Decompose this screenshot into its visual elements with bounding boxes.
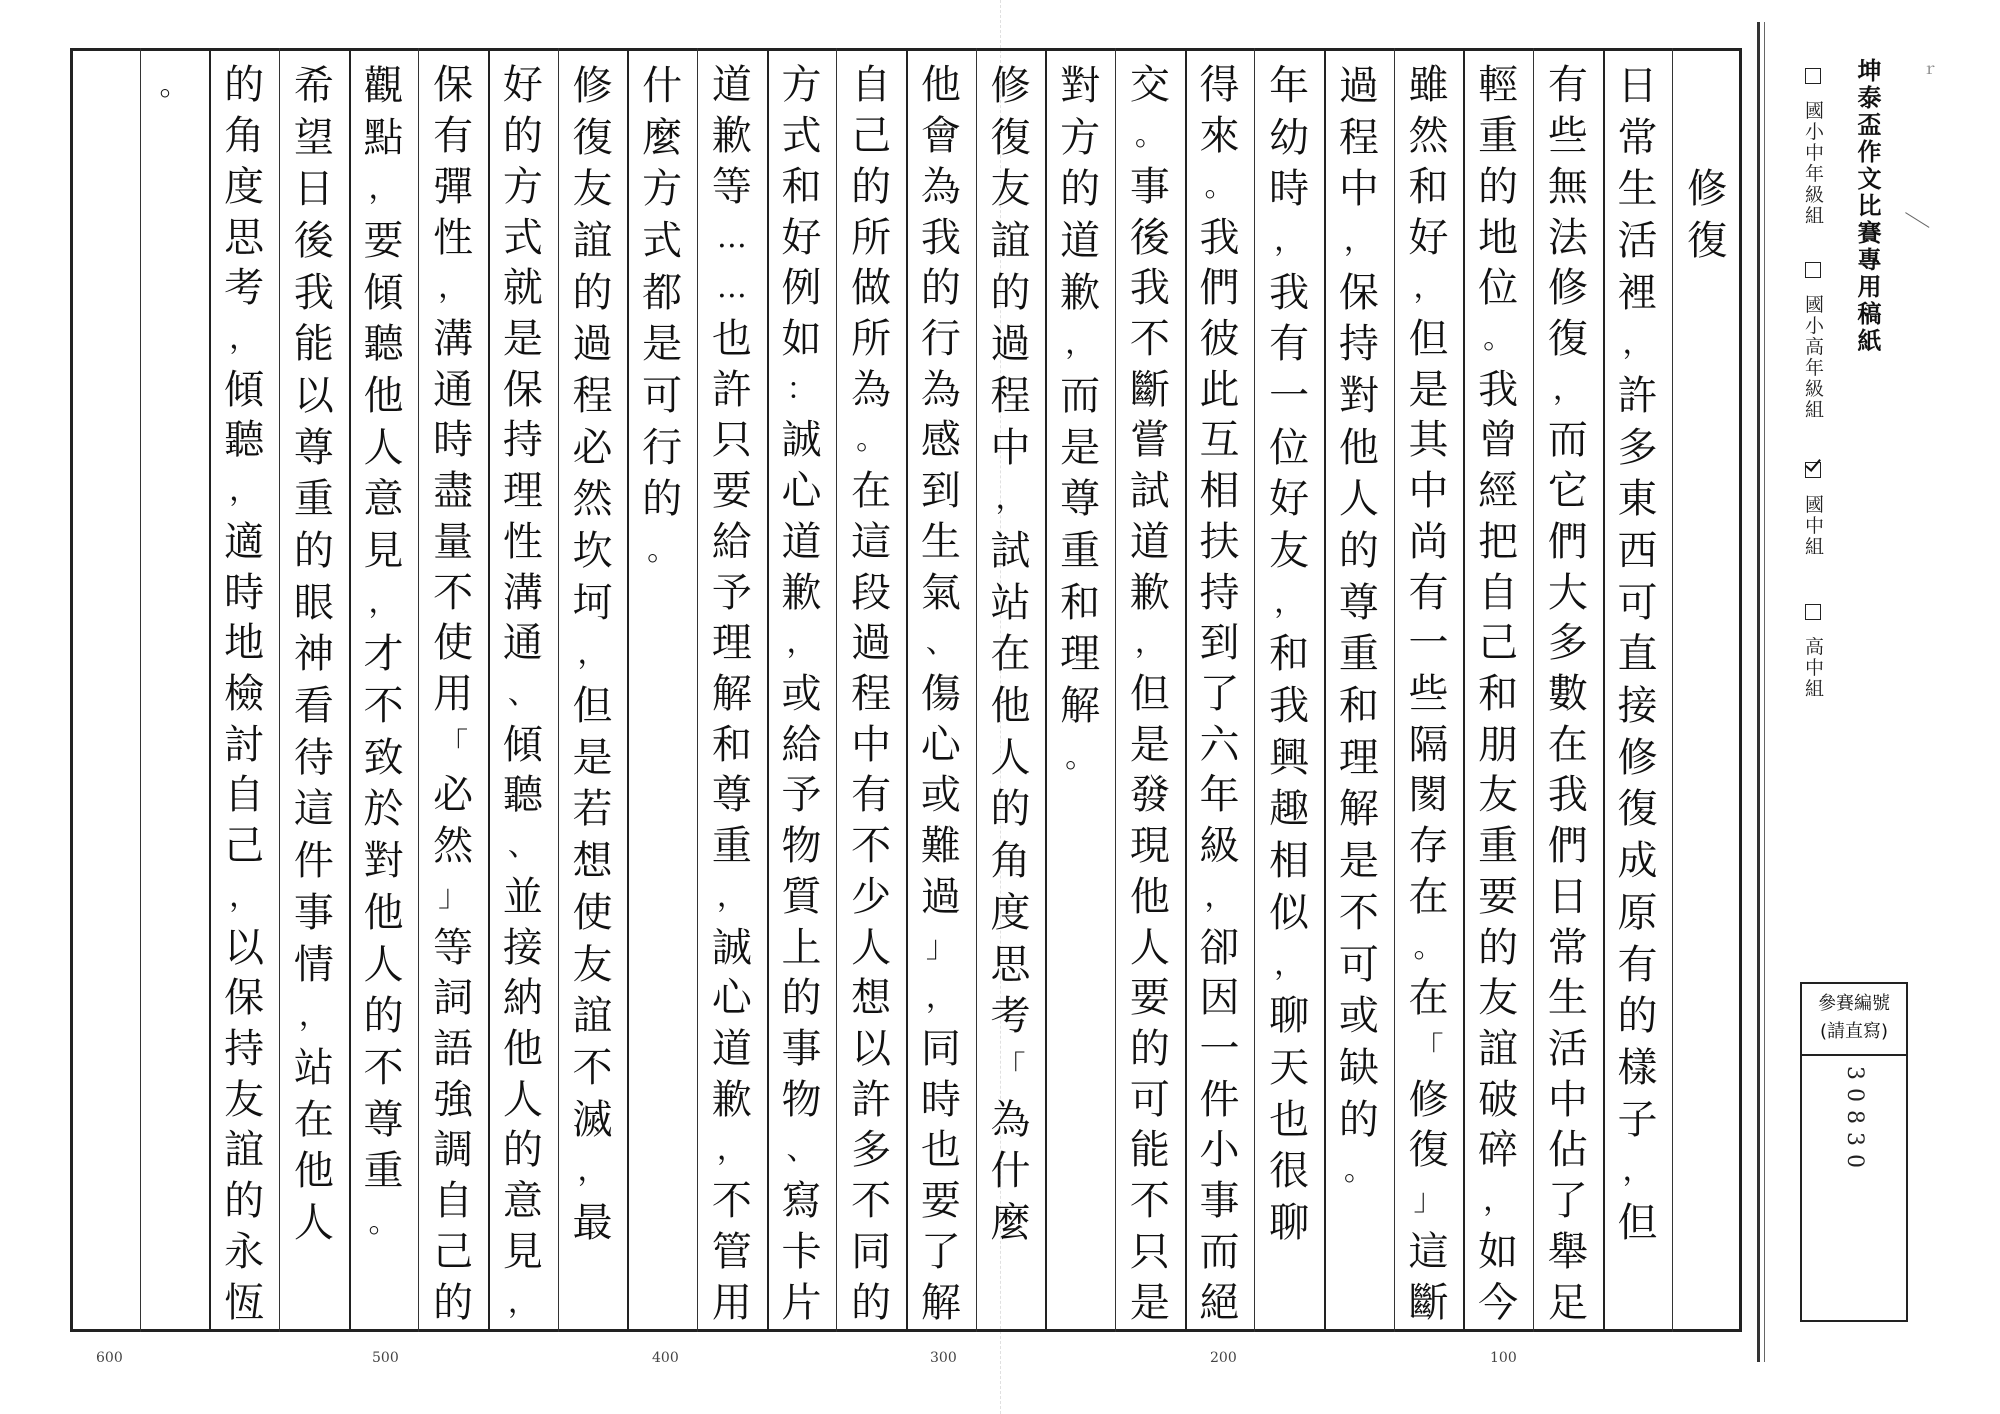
- essay-column: 修 復 友 誼 的 過 程 中 ， 試 站 在 他 人 的 角 度 思 考 「 為 什 麼: [990, 62, 1031, 1246]
- grid-line: [418, 48, 419, 1332]
- category-option-elementary-middle[interactable]: [1800, 68, 1827, 226]
- essay-column: 道 歉 等 … … 也 許 只 要 給 予 理 解 和 尊 重 ， 誠 心 道 歉 ， 不 管 用: [711, 62, 752, 1326]
- grid-line: [1115, 48, 1116, 1332]
- essay-column: 希 望 日 後 我 能 以 尊 重 的 眼 神 看 待 這 件 事 情 ， 站 在 他 人: [293, 62, 334, 1246]
- grid-line: [1463, 48, 1465, 1332]
- corner-mark-icon: ｒ: [1922, 59, 1939, 78]
- checkbox-icon[interactable]: [1805, 262, 1821, 278]
- category-option-junior-high[interactable]: [1800, 462, 1827, 557]
- essay-column: 雖 然 和 好 ， 但 是 其 中 尚 有 一 些 隔 閡 存 在 。 在 「 修 復 」 這 斷: [1408, 62, 1449, 1326]
- category-label: 國小高年級組: [1802, 294, 1824, 421]
- form-title: 坤泰盃作文比賽專用稿紙: [1853, 58, 1881, 355]
- entry-header-line2: (請直寫): [1819, 1021, 1889, 1042]
- ruler-mark: 400: [652, 1350, 679, 1366]
- ruler-mark: 500: [372, 1350, 399, 1366]
- entry-number-box: [1800, 982, 1908, 1322]
- checkbox-icon[interactable]: [1805, 604, 1821, 620]
- essay-column: 的 角 度 思 考 ， 傾 聽 ， 適 時 地 檢 討 自 己 ， 以 保 持 友 誼 的 永 恆: [224, 62, 265, 1326]
- grid-line: [1394, 48, 1395, 1332]
- margin-rule-inner: [1764, 22, 1765, 1362]
- essay-column: 什 麼 方 式 都 是 可 行 的 。: [642, 62, 683, 569]
- grid-line: [1603, 48, 1605, 1332]
- ruler-mark: 300: [930, 1350, 957, 1366]
- ruler-mark: 100: [1490, 1350, 1517, 1366]
- essay-column: 輕 重 的 地 位 。 我 曾 經 把 自 己 和 朋 友 重 要 的 友 誼 破 碎 ， 如 今: [1478, 62, 1519, 1326]
- category-label: 國小中年級組: [1802, 100, 1824, 227]
- essay-column: 有 些 無 法 修 復 ， 而 它 們 大 多 數 在 我 們 日 常 生 活 中 佔 了 舉 足: [1547, 62, 1588, 1326]
- grid-line: [488, 48, 490, 1332]
- essay-column: 。: [159, 67, 190, 103]
- ruler-mark: 600: [96, 1350, 123, 1366]
- grid-line: [209, 48, 211, 1332]
- category-label: 國中組: [1802, 494, 1824, 558]
- grid-line: [1045, 48, 1047, 1332]
- grid-line: [627, 48, 629, 1332]
- grid-line: [349, 48, 351, 1332]
- grid-line: [1672, 48, 1673, 1332]
- essay-column: 年 幼 時 ， 我 有 一 位 好 友 ， 和 我 興 趣 相 似 ， 聊 天 也 很 聊: [1269, 62, 1310, 1246]
- entry-number-value: 30830: [1842, 1066, 1867, 1176]
- grid-line: [140, 48, 141, 1332]
- category-option-elementary-upper[interactable]: [1800, 262, 1827, 420]
- grid-line: [1533, 48, 1534, 1332]
- ruler-mark: 200: [1210, 1350, 1237, 1366]
- essay-grid: [70, 48, 1742, 1332]
- grid-line: [1254, 48, 1255, 1332]
- essay-column: 自 己 的 所 做 所 為 。 在 這 段 過 程 中 有 不 少 人 想 以 許 多 不 同 的: [851, 62, 892, 1326]
- grid-line: [1324, 48, 1326, 1332]
- category-option-senior-high[interactable]: [1800, 604, 1827, 699]
- grid-line: [836, 48, 837, 1332]
- margin-rule: [1757, 22, 1760, 1362]
- essay-column: 方 式 和 好 例 如 ： 誠 心 道 歉 ， 或 給 予 物 質 上 的 事 物 、 寫 卡 片: [781, 62, 822, 1326]
- essay-column: 交 。 事 後 我 不 斷 嘗 試 道 歉 ， 但 是 發 現 他 人 要 的 可 能 不 只 是: [1129, 62, 1170, 1326]
- checkbox-icon[interactable]: [1805, 68, 1821, 84]
- essay-column: 日 常 生 活 裡 ， 許 多 東 西 可 直 接 修 復 成 原 有 的 樣 子 ， 但: [1617, 62, 1658, 1246]
- category-label: 高中組: [1802, 636, 1824, 700]
- essay-column: 得 來 。 我 們 彼 此 互 相 扶 持 到 了 六 年 級 ， 卻 因 一 件 小 事 而 絕: [1199, 62, 1240, 1326]
- essay-column: 保 有 彈 性 ， 溝 通 時 盡 量 不 使 用 「 必 然 」 等 詞 語 強 調 自 己 的: [433, 62, 474, 1326]
- grid-line: [279, 48, 280, 1332]
- essay-column: 過 程 中 ， 保 持 對 他 人 的 尊 重 和 理 解 是 不 可 或 缺 的 。: [1338, 62, 1379, 1189]
- grid-line: [767, 48, 769, 1332]
- checkbox-checked-icon[interactable]: [1805, 462, 1821, 478]
- essay-column: 對 方 的 道 歉 ， 而 是 尊 重 和 理 解 。: [1060, 62, 1101, 775]
- essay-column: 好 的 方 式 就 是 保 持 理 性 溝 通 、 傾 聽 、 並 接 納 他 人 的 意 見 ，: [502, 62, 543, 1320]
- grid-line: [697, 48, 698, 1332]
- grid-line: [1185, 48, 1187, 1332]
- essay-column: 修 復: [1687, 166, 1728, 264]
- essay-column: 觀 點 ， 要 傾 聽 他 人 意 見 ， 才 不 致 於 對 他 人 的 不 尊 重 。: [363, 62, 404, 1240]
- pen-mark-icon: [1895, 212, 1930, 245]
- essay-column: 他 會 為 我 的 行 為 感 到 生 氣 、 傷 心 或 難 過 」 ， 同 時 也 要 了 解: [920, 62, 961, 1326]
- entry-header-line1: 參賽編號: [1818, 993, 1890, 1014]
- grid-line: [976, 48, 977, 1332]
- entry-number-header: [1802, 984, 1906, 1056]
- grid-line: [906, 48, 908, 1332]
- grid-line: [558, 48, 559, 1332]
- essay-column: 修 復 友 誼 的 過 程 必 然 坎 坷 ， 但 是 若 想 使 友 誼 不 滅 ， 最: [572, 62, 613, 1246]
